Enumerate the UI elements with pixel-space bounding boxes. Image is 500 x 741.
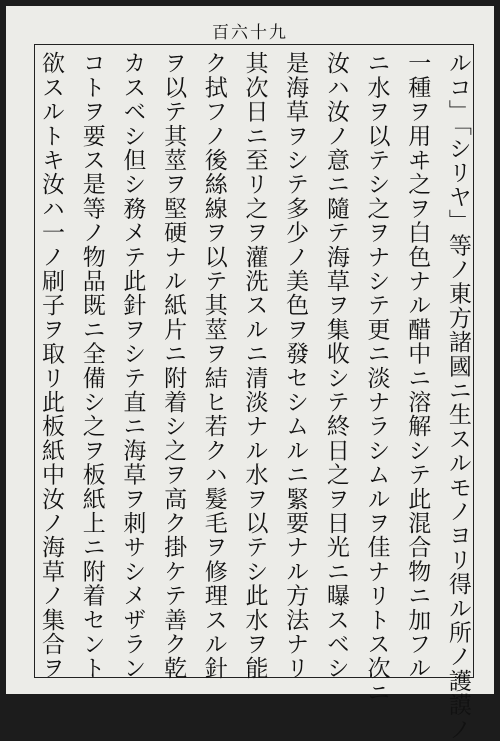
text-column: ルコ」「シリヤ」等ノ東方諸國ニ生スルモノヨリ得ル所ノ護謨ノ — [444, 51, 471, 741]
text-column: 汝ハ汝ノ意ニ隨テ海草ヲ集收シテ終日之ヲ日光ニ曝スベシ — [322, 51, 349, 681]
text-frame — [34, 44, 474, 741]
text-column: ク拭フノ後絲線ヲ以テ其莖ヲ結ヒ若クハ髮毛ヲ修理スル針 — [200, 51, 227, 681]
text-column: 其次日ニ至リ之ヲ灌洗スルニ清淡ナル水ヲ以テシ此水ヲ能 — [241, 51, 268, 681]
text-column: 是海草ヲシテ多少ノ美色ヲ發セシムルニ緊要ナル方法ナリ — [282, 51, 309, 681]
text-column: ヲ以テ其莖ヲ堅硬ナル紙片ニ附着シ之ヲ高ク掛ケテ善ク乾 — [160, 51, 187, 681]
text-column: ニ水ヲ以テシ之ヲナシテ更ニ淡ナラシムルヲ佳ナリトス次ニ — [363, 51, 390, 705]
page-number: 百六十九 — [212, 23, 288, 43]
text-column: 一種ヲ用ヰ之ヲ白色ナル醋中ニ溶解シテ此混合物ニ加フル — [404, 51, 431, 681]
text-body — [38, 51, 471, 741]
book-page — [6, 6, 494, 741]
text-column: 欲スルトキ汝ハ一ノ刷子ヲ取リ此板紙中汝ノ海草ノ集合ヲ — [38, 51, 64, 681]
text-column: コトヲ要ス是等ノ物品既ニ全備シ之ヲ板紙上ニ附着セント — [78, 51, 105, 681]
text-column: カスベシ但シ務メテ此針ヲシテ直ニ海草ヲ刺サシメザラン — [119, 51, 146, 681]
